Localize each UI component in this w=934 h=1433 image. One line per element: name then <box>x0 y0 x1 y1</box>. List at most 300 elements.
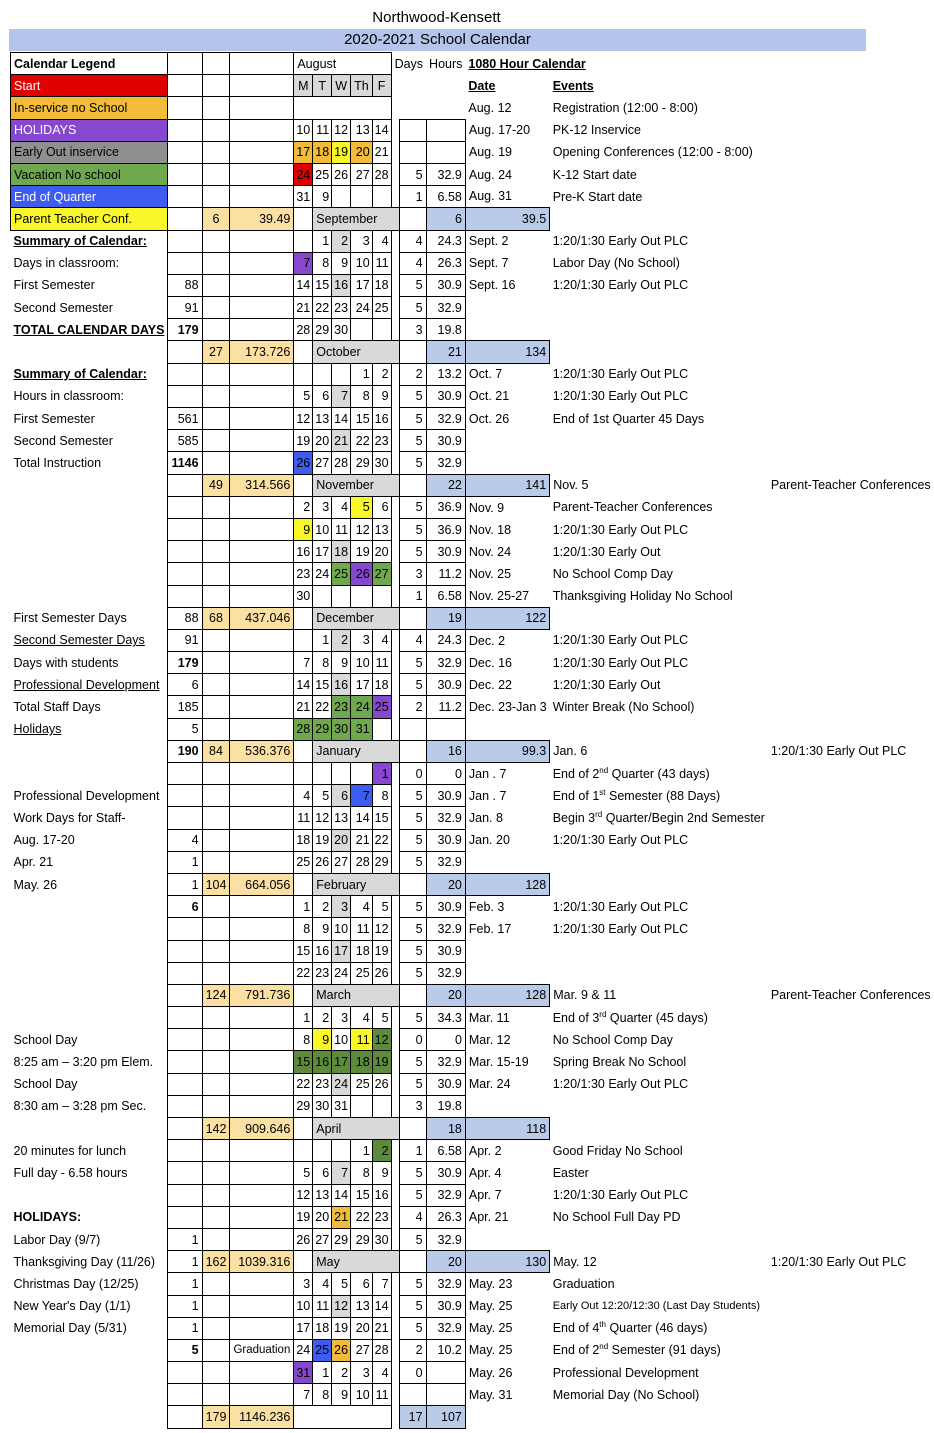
calendar-row <box>11 1095 934 1117</box>
summary-value: 585 <box>168 430 202 452</box>
day-cell: 21 <box>372 141 391 163</box>
month-header-april: April <box>313 1118 400 1140</box>
legend-early-out: Early Out inservice <box>11 141 168 163</box>
day-cell: 18 <box>372 674 391 696</box>
day-cell: 25 <box>351 962 373 984</box>
calendar-row <box>11 1029 934 1051</box>
event-text-part: Quarter (45 days) <box>606 1010 708 1025</box>
calendar-row <box>11 1228 934 1250</box>
blank-cell <box>168 1184 202 1206</box>
month-total-days: 20 <box>426 873 465 895</box>
day-cell: 9 <box>313 186 332 208</box>
event-date: Mar. 15-19 <box>468 1055 529 1070</box>
blank-cell <box>168 1029 202 1051</box>
blank-cell <box>230 163 294 185</box>
event-text: No School Full Day PD <box>552 1210 681 1225</box>
spacer <box>400 474 426 496</box>
blank-cell <box>11 1406 168 1428</box>
day-cell: 1 <box>294 896 313 918</box>
spacer <box>391 1295 400 1317</box>
spacer <box>391 1095 400 1117</box>
day-cell: 10 <box>351 652 373 674</box>
blank-cell <box>294 474 313 496</box>
blank-cell <box>202 1140 230 1162</box>
staff-grand-total: 190 <box>168 740 202 762</box>
event-text: Pre-K Start date <box>552 189 643 204</box>
day-cell: 28 <box>332 452 351 474</box>
month-total-hours: 134 <box>465 341 549 363</box>
calendar-row <box>11 1384 934 1406</box>
blank-cell <box>11 962 168 984</box>
calendar-row <box>11 186 934 208</box>
event-date: Jan. 20 <box>468 833 510 848</box>
spacer <box>391 430 400 452</box>
day-cell <box>372 186 391 208</box>
day-cell <box>294 363 313 385</box>
week-days: 4 <box>400 1206 426 1228</box>
day-cell: 26 <box>294 452 313 474</box>
day-cell: 13 <box>372 518 391 540</box>
spacer <box>391 652 400 674</box>
day-cell: 29 <box>313 718 332 740</box>
event-text: 1:20/1:30 Early Out PLC <box>552 522 689 537</box>
blank-cell <box>11 341 168 363</box>
spacer <box>391 1228 400 1250</box>
event-text <box>550 1339 768 1361</box>
day-cell: 10 <box>294 119 313 141</box>
blank-cell <box>168 1051 202 1073</box>
blank-cell <box>11 896 168 918</box>
calendar-row <box>11 1295 934 1317</box>
spacer <box>391 674 400 696</box>
week-days: 4 <box>400 252 426 274</box>
day-cell: 13 <box>332 807 351 829</box>
legend-vacation: Vacation No school <box>11 163 168 185</box>
day-cell: 9 <box>313 918 332 940</box>
day-cell: 14 <box>294 674 313 696</box>
calendar-row <box>11 541 934 563</box>
spacer <box>391 141 400 163</box>
day-cell: 29 <box>372 851 391 873</box>
week-hours: 32.9 <box>426 452 465 474</box>
summary-label: Second Semester Days <box>13 633 145 648</box>
calendar-row <box>11 851 934 873</box>
day-cell: 28 <box>372 163 391 185</box>
calendar-row <box>11 1051 934 1073</box>
day-cell: 21 <box>332 1206 351 1228</box>
blank-cell <box>202 1051 230 1073</box>
day-cell: 5 <box>332 1273 351 1295</box>
spacer <box>391 1406 400 1428</box>
weekday-head: F <box>372 75 391 97</box>
date-col-label: Date <box>468 78 496 93</box>
blank-cell <box>168 918 202 940</box>
day-cell: 23 <box>294 563 313 585</box>
event-date: Aug. 17-20 <box>468 123 531 138</box>
week-days: 0 <box>400 763 426 785</box>
month-total-days: 19 <box>426 607 465 629</box>
day-cell: 30 <box>372 452 391 474</box>
day-cell: 14 <box>351 807 373 829</box>
spacer <box>768 341 934 363</box>
day-cell: 9 <box>332 652 351 674</box>
calendar-row <box>11 873 934 895</box>
day-cell: 26 <box>351 563 373 585</box>
blank-cell <box>202 674 230 696</box>
week-hours <box>426 718 465 740</box>
week-hours: 36.9 <box>426 518 465 540</box>
calendar-row <box>11 53 934 75</box>
summary-value: 6 <box>168 896 202 918</box>
spacer <box>400 984 426 1006</box>
event-date: Jan . 7 <box>468 766 507 781</box>
day-cell <box>372 585 391 607</box>
blank-cell <box>202 119 230 141</box>
day-cell: 13 <box>313 408 332 430</box>
summary-value: 91 <box>168 297 202 319</box>
blank-cell <box>168 208 202 230</box>
day-cell: 7 <box>372 1273 391 1295</box>
day-cell: 27 <box>351 1339 373 1361</box>
week-hours: 32.9 <box>426 1184 465 1206</box>
spacer <box>550 1406 768 1428</box>
blank-cell <box>230 319 294 341</box>
day-cell: 28 <box>294 718 313 740</box>
event-text-part: Begin 3 <box>552 810 596 825</box>
blank-cell <box>168 541 202 563</box>
day-cell: 4 <box>372 230 391 252</box>
blank-cell <box>202 940 230 962</box>
event-text: Memorial Day (No School) <box>552 1387 700 1402</box>
calendar-row <box>11 962 934 984</box>
day-cell: 3 <box>332 896 351 918</box>
spacer <box>550 319 768 341</box>
summary-value: 88 <box>168 274 202 296</box>
blank-cell <box>202 962 230 984</box>
day-cell: 8 <box>294 918 313 940</box>
month-total-hours: 128 <box>465 873 549 895</box>
week-hours: 32.9 <box>426 918 465 940</box>
cumulative-days: 124 <box>202 984 230 1006</box>
week-hours <box>426 1362 465 1384</box>
blank-cell <box>230 119 294 141</box>
event-date: Oct. 7 <box>468 367 503 382</box>
spacer <box>550 297 768 319</box>
week-hours: 32.9 <box>426 962 465 984</box>
day-cell: 26 <box>313 851 332 873</box>
day-cell: 29 <box>351 452 373 474</box>
day-cell: 15 <box>294 1051 313 1073</box>
summary-value: 91 <box>168 629 202 651</box>
spacer <box>391 785 400 807</box>
blank-cell <box>230 75 294 97</box>
day-cell: 26 <box>372 1073 391 1095</box>
day-cell: 15 <box>351 1184 373 1206</box>
spacer <box>391 1206 400 1228</box>
day-cell <box>313 363 332 385</box>
week-days: 1 <box>400 585 426 607</box>
day-cell: 31 <box>294 186 313 208</box>
blank-cell <box>11 740 168 762</box>
day-cell: 4 <box>351 896 373 918</box>
staff-label: First Semester Days <box>13 611 127 626</box>
week-days: 2 <box>400 696 426 718</box>
week-days: 2 <box>400 1339 426 1361</box>
month-total-hours: 99.3 <box>465 740 549 762</box>
day-cell: 4 <box>372 629 391 651</box>
day-cell: 5 <box>372 1007 391 1029</box>
blank-cell <box>230 807 294 829</box>
week-days: 5 <box>400 1007 426 1029</box>
month-header-december: December <box>313 607 400 629</box>
month-total-hours: 118 <box>465 1118 549 1140</box>
event-text: 1:20/1:30 Early Out PLC <box>552 899 689 914</box>
summary-label: Professional Development <box>13 677 160 692</box>
week-days: 1 <box>400 186 426 208</box>
blank-cell <box>202 763 230 785</box>
day-cell: 5 <box>372 896 391 918</box>
legend-ptc: Parent Teacher Conf. <box>11 208 168 230</box>
blank-cell <box>230 1317 294 1339</box>
day-cell <box>294 629 313 651</box>
event-text: 1:20/1:30 Early Out PLC <box>552 1077 689 1092</box>
blank-cell <box>294 1251 313 1273</box>
day-cell: 18 <box>332 541 351 563</box>
cumulative-hours: 664.056 <box>230 873 294 895</box>
blank-cell <box>426 75 465 97</box>
spacer <box>400 873 426 895</box>
week-hours: 26.3 <box>426 252 465 274</box>
week-days: 5 <box>400 674 426 696</box>
event-text: Good Friday No School <box>552 1143 683 1158</box>
day-cell: 30 <box>313 1095 332 1117</box>
spacer <box>391 97 400 119</box>
spacer <box>768 208 934 230</box>
blank-cell <box>230 1273 294 1295</box>
day-cell: 29 <box>351 1228 373 1250</box>
day-cell: 25 <box>294 851 313 873</box>
day-cell: 30 <box>332 319 351 341</box>
day-cell <box>332 363 351 385</box>
cumulative-hours: 1039.316 <box>230 1251 294 1273</box>
week-days: 5 <box>400 896 426 918</box>
event-date: May. 12 <box>553 1254 597 1269</box>
event-text: 1:20/1:30 Early Out PLC <box>770 1254 907 1269</box>
day-cell: 26 <box>332 1339 351 1361</box>
day-cell: 9 <box>332 1384 351 1406</box>
cumulative-days: 68 <box>202 607 230 629</box>
day-cell <box>294 763 313 785</box>
event-date: May. 25 <box>468 1321 513 1336</box>
blank-cell <box>230 829 294 851</box>
blank <box>294 97 391 119</box>
calendar-row <box>11 297 934 319</box>
event-date: May. 31 <box>468 1387 513 1402</box>
day-cell: 17 <box>294 1317 313 1339</box>
calendar-row <box>11 674 934 696</box>
event-text-part: End of 3 <box>552 1010 600 1025</box>
calendar-row <box>11 696 934 718</box>
col-days-label: Days <box>394 56 424 71</box>
event-text: 1:20/1:30 Early Out PLC <box>552 1188 689 1203</box>
event-text: 1:20/1:30 Early Out PLC <box>552 367 689 382</box>
blank-cell <box>230 629 294 651</box>
day-cell: 9 <box>372 385 391 407</box>
event-text: Graduation <box>552 1276 615 1291</box>
summary-label: First Semester <box>13 411 95 426</box>
week-hours: 30.9 <box>426 430 465 452</box>
day-cell: 16 <box>372 408 391 430</box>
blank-cell <box>230 1384 294 1406</box>
blank-cell <box>202 1206 230 1228</box>
summary-label: Days in classroom: <box>13 256 120 271</box>
blank-cell <box>202 1029 230 1051</box>
cumulative-hours: 314.566 <box>230 474 294 496</box>
blank-cell <box>294 984 313 1006</box>
cumulative-hours: 173.726 <box>230 341 294 363</box>
spacer <box>391 363 400 385</box>
blank-cell <box>11 984 168 1006</box>
day-cell: 3 <box>351 230 373 252</box>
summary-value: 185 <box>168 696 202 718</box>
blank-cell <box>230 718 294 740</box>
calendar-row <box>11 1206 934 1228</box>
day-cell: 16 <box>332 274 351 296</box>
calendar-row <box>11 740 934 762</box>
blank-cell <box>202 918 230 940</box>
summary-label: Christmas Day (12/25) <box>13 1276 139 1291</box>
day-cell: 10 <box>332 1029 351 1051</box>
summary-label: Summary of Calendar: <box>13 367 147 382</box>
summary-label: May. 26 <box>13 877 58 892</box>
calendar-row <box>11 97 934 119</box>
week-days: 5 <box>400 1273 426 1295</box>
day-cell: 7 <box>332 385 351 407</box>
day-cell: 11 <box>332 518 351 540</box>
month-header-march: March <box>313 984 400 1006</box>
day-cell: 19 <box>313 829 332 851</box>
day-cell: 20 <box>332 829 351 851</box>
day-cell: 16 <box>313 940 332 962</box>
blank-cell <box>230 763 294 785</box>
day-cell: 10 <box>313 518 332 540</box>
event-text-part: End of 1 <box>552 788 600 803</box>
week-hours: 34.3 <box>426 1007 465 1029</box>
event-text-sup: nd <box>599 765 609 775</box>
event-date: Mar. 24 <box>468 1077 511 1092</box>
spacer <box>550 430 768 452</box>
spacer <box>391 163 400 185</box>
day-cell: 30 <box>372 1228 391 1250</box>
spacer <box>391 696 400 718</box>
month-total-days: 17 <box>400 1406 426 1428</box>
day-cell: 7 <box>294 652 313 674</box>
blank-cell <box>202 363 230 385</box>
blank-cell <box>202 408 230 430</box>
blank-cell <box>11 1339 168 1361</box>
day-cell: 17 <box>351 274 373 296</box>
month-total-days: 22 <box>426 474 465 496</box>
event-date: Nov. 25 <box>468 566 512 581</box>
day-cell: 7 <box>294 252 313 274</box>
day-cell <box>332 585 351 607</box>
blank-cell <box>230 940 294 962</box>
day-cell <box>313 1140 332 1162</box>
blank-cell <box>294 208 313 230</box>
event-text: 1:20/1:30 Early Out <box>552 544 661 559</box>
week-hours <box>426 1384 465 1406</box>
spacer <box>550 1095 768 1117</box>
event-text: 1:20/1:30 Early Out PLC <box>552 633 689 648</box>
week-days: 3 <box>400 563 426 585</box>
event-date: Feb. 17 <box>468 921 512 936</box>
blank-cell <box>202 252 230 274</box>
day-cell: 23 <box>372 430 391 452</box>
cumulative-days: 104 <box>202 873 230 895</box>
week-days: 5 <box>400 1073 426 1095</box>
day-cell: 14 <box>332 1184 351 1206</box>
day-cell: 11 <box>313 119 332 141</box>
blank-cell <box>230 53 294 75</box>
cumulative-hours: 536.376 <box>230 740 294 762</box>
week-days: 5 <box>400 430 426 452</box>
week-hours: 6.58 <box>426 585 465 607</box>
day-cell: 17 <box>332 940 351 962</box>
event-text-part: Semester (88 Days) <box>605 788 721 803</box>
week-hours: 30.9 <box>426 385 465 407</box>
summary-label: Second Semester <box>13 433 113 448</box>
spacer <box>768 53 934 75</box>
week-hours: 24.3 <box>426 230 465 252</box>
blank-cell <box>202 141 230 163</box>
calendar-table <box>10 52 934 1429</box>
blank-cell <box>11 585 168 607</box>
blank-cell <box>202 851 230 873</box>
week-hours: 11.2 <box>426 563 465 585</box>
event-text: End of 1st Quarter 45 Days <box>552 411 705 426</box>
blank-cell <box>168 1073 202 1095</box>
week-hours: 11.2 <box>426 696 465 718</box>
day-cell: 29 <box>313 319 332 341</box>
day-cell: 29 <box>332 1228 351 1250</box>
week-hours: 30.9 <box>426 541 465 563</box>
day-cell: 11 <box>313 1295 332 1317</box>
blank-cell <box>168 119 202 141</box>
blank-cell <box>168 230 202 252</box>
week-days: 4 <box>400 230 426 252</box>
event-date: Sept. 2 <box>468 234 509 249</box>
event-date: Apr. 4 <box>468 1165 502 1180</box>
day-cell <box>332 186 351 208</box>
day-cell: 5 <box>294 385 313 407</box>
spacer <box>550 607 768 629</box>
calendar-row <box>11 230 934 252</box>
day-cell: 25 <box>372 696 391 718</box>
week-hours: 32.9 <box>426 1228 465 1250</box>
week-hours: 30.9 <box>426 896 465 918</box>
week-hours: 6.58 <box>426 1140 465 1162</box>
calendar-row <box>11 408 934 430</box>
week-hours: 32.9 <box>426 163 465 185</box>
day-cell: 8 <box>313 1384 332 1406</box>
day-cell: 5 <box>351 496 373 518</box>
spacer <box>550 452 768 474</box>
summary-label: 8:30 am – 3:28 pm Sec. <box>13 1099 147 1114</box>
day-cell: 4 <box>294 785 313 807</box>
event-date: Aug. 24 <box>468 167 512 182</box>
spacer <box>391 252 400 274</box>
calendar-row <box>11 496 934 518</box>
